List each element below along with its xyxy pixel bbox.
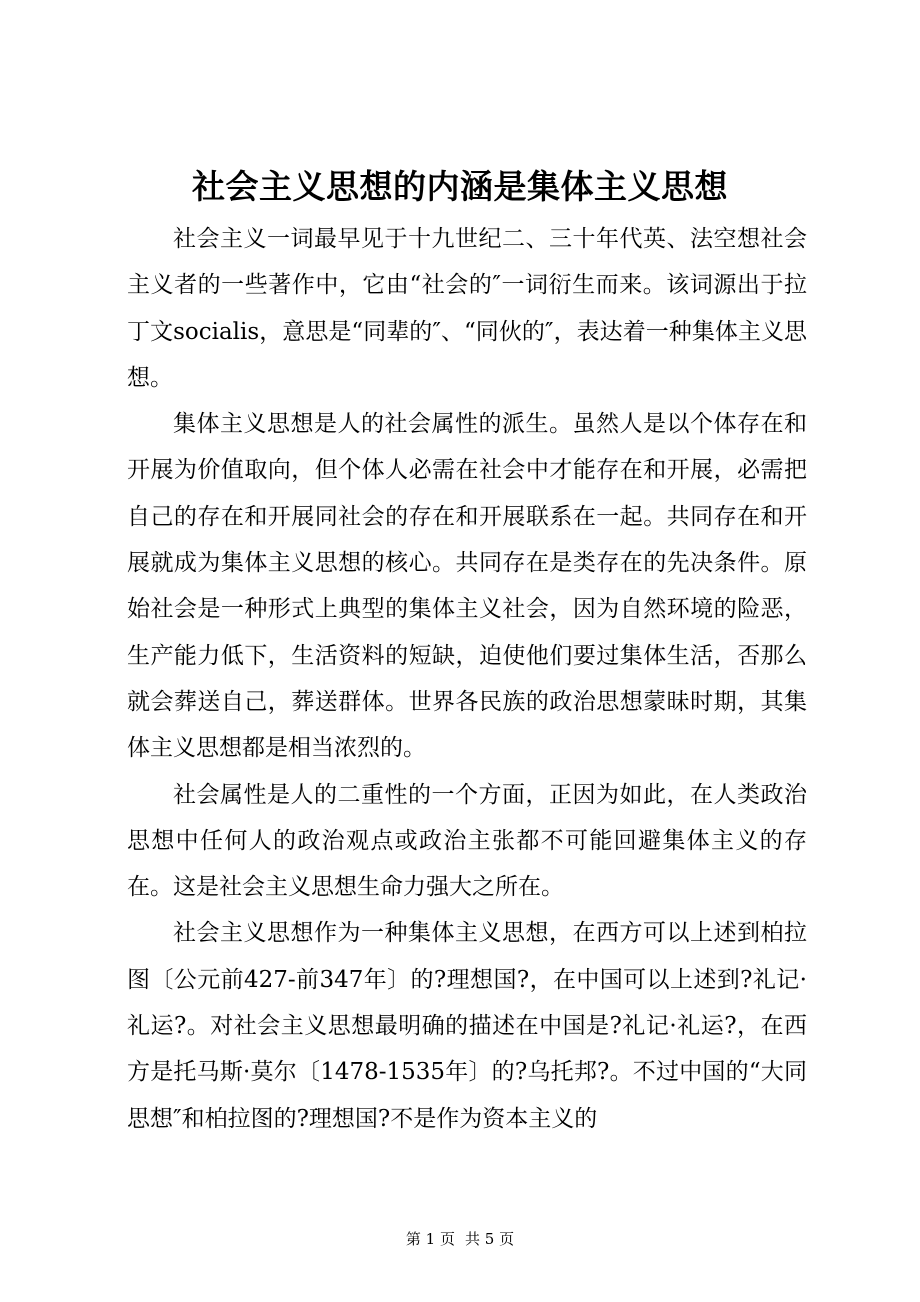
paragraph-4: 社会主义思想作为一种集体主义思想，在西方可以上述到柏拉图〔公元前427-前347年〕的?理想国?，在中国可以上述到?礼记·礼运?。对社会主义思想最明确的描述在中国是?礼记·礼运?，在西方是托马斯·莫尔〔1478-1535年〕的?乌托邦?。不过中国的“大同思想″和柏拉图的?理想国?不是作为资本主义的 <box>127 920 807 1132</box>
page-number: 第 1 页 <box>405 1230 455 1248</box>
paragraph-3: 社会属性是人的二重性的一个方面，正因为如此，在人类政治思想中任何人的政治观点或政治主张都不可能回避集体主义的存在。这是社会主义思想生命力强大之所在。 <box>127 781 807 901</box>
paragraph-2: 集体主义思想是人的社会属性的派生。虽然人是以个体存在和开展为价值取向，但个体人必需在社会中才能存在和开展，必需把自己的存在和开展同社会的存在和开展联系在一起。共同存在和开展就成为集体主义思想的核心。共同存在是类存在的先决条件。原始社会是一种形式上典型的集体主义社会，因为自然环境的险恶，生产能力低下，生活资料的短缺，迫使他们要过集体生活，否那么就会葬送自己，葬送群体。世界各民族的政治思想蒙昧时期，其集体主义思想都是相当浓烈的。 <box>127 411 807 762</box>
page-footer <box>0 1229 920 1249</box>
page-total: 共 5 页 <box>465 1230 515 1248</box>
document-body <box>127 216 807 1142</box>
document-title: 社会主义思想的内涵是集体主义思想 <box>192 167 728 206</box>
paragraph-1: 社会主义一词最早见于十九世纪二、三十年代英、法空想社会主义者的一些著作中，它由“社会的″一词衍生而来。该词源出于拉丁文socialis，意思是“同辈的″、“同伙的″，表达着一种集体主义思想。 <box>127 226 807 391</box>
